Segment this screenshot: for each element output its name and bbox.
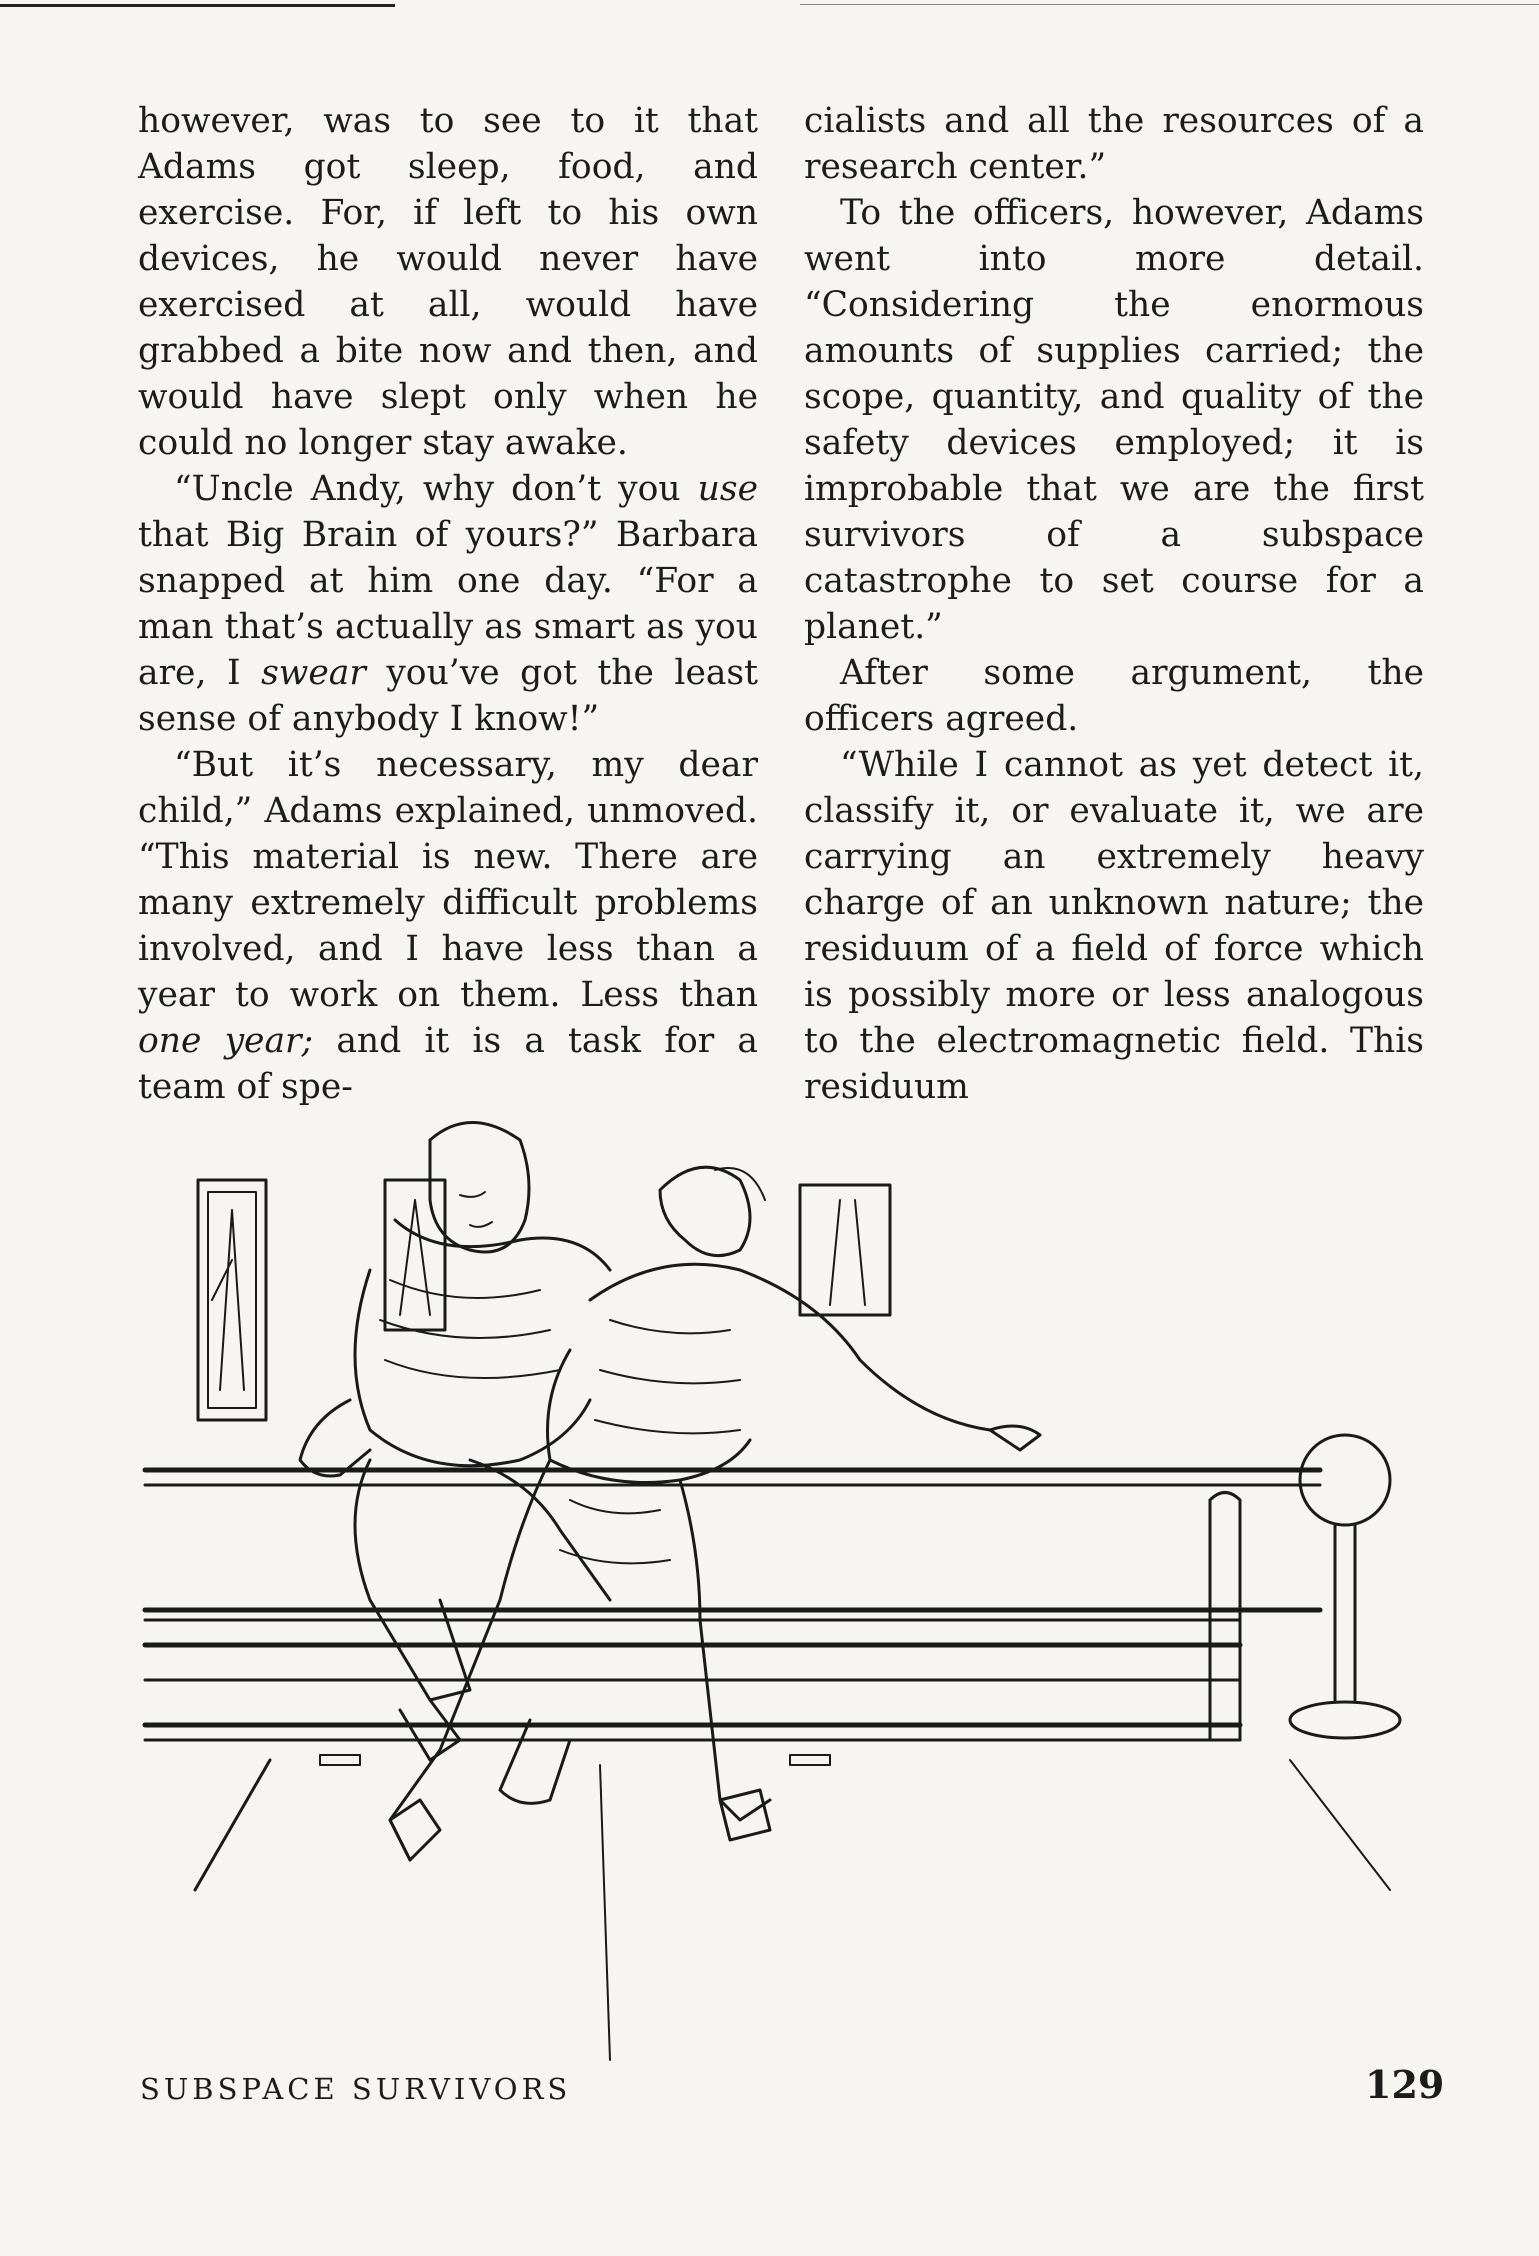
couch xyxy=(145,1470,1320,1765)
wall-picture-right xyxy=(800,1185,890,1315)
running-title: SUBSPACE SURVIVORS xyxy=(140,2072,572,2106)
wall-picture-left xyxy=(198,1180,266,1420)
right-text-column xyxy=(804,98,1424,1110)
line-drawing-illustration xyxy=(140,1100,1440,2100)
left-paragraph-1: however, was to see to it that Adams got sleep, food, and exercise. For, if left to his own devices, he would never have exercised at all, would have grabbed a bite now and then, and would have slept only when he could no longer stay awake. xyxy=(138,101,758,463)
left-text-column xyxy=(138,98,758,1110)
floor-lines xyxy=(195,1760,1390,2060)
lamp xyxy=(1290,1435,1400,1738)
top-rule-right xyxy=(800,4,1539,5)
right-paragraph-1: cialists and all the resources of a research center.” xyxy=(804,101,1424,187)
right-paragraph-4: “While I cannot as yet detect it, classify it, or evaluate it, we are carrying an extremely heavy charge of an unknown nature; the residuum of a field of force which is possibly more or less analogous to the electromagnetic field. This residuum xyxy=(804,745,1424,1107)
left-paragraph-3: “But it’s necessary, my dear child,” Adams explained, unmoved. “This material is new. There are many extremely difficult problems involved, and I have less than a year to work on them. Less than one year; and it is a task for a team of spe- xyxy=(138,745,758,1107)
top-rule-left xyxy=(0,4,395,7)
right-paragraph-3: After some argument, the officers agreed. xyxy=(804,653,1424,739)
page-number: 129 xyxy=(1365,2062,1445,2107)
left-paragraph-2: “Uncle Andy, why don’t you use that Big Brain of yours?” Barbara snapped at him one day. “For a man that’s actually as smart as you are, I swear you’ve got the least sense of anybody I know!” xyxy=(138,469,758,739)
wall-picture-center xyxy=(385,1180,445,1330)
right-paragraph-2: To the officers, however, Adams went into more detail. “Considering the enormous amounts of supplies carried; the scope, quantity, and quality of the safety devices employed; it is improbable that we are the first survivors of a subspace catastrophe to set course for a planet.” xyxy=(804,193,1424,647)
seated-man xyxy=(300,1123,610,1761)
standing-woman xyxy=(390,1167,1040,1860)
